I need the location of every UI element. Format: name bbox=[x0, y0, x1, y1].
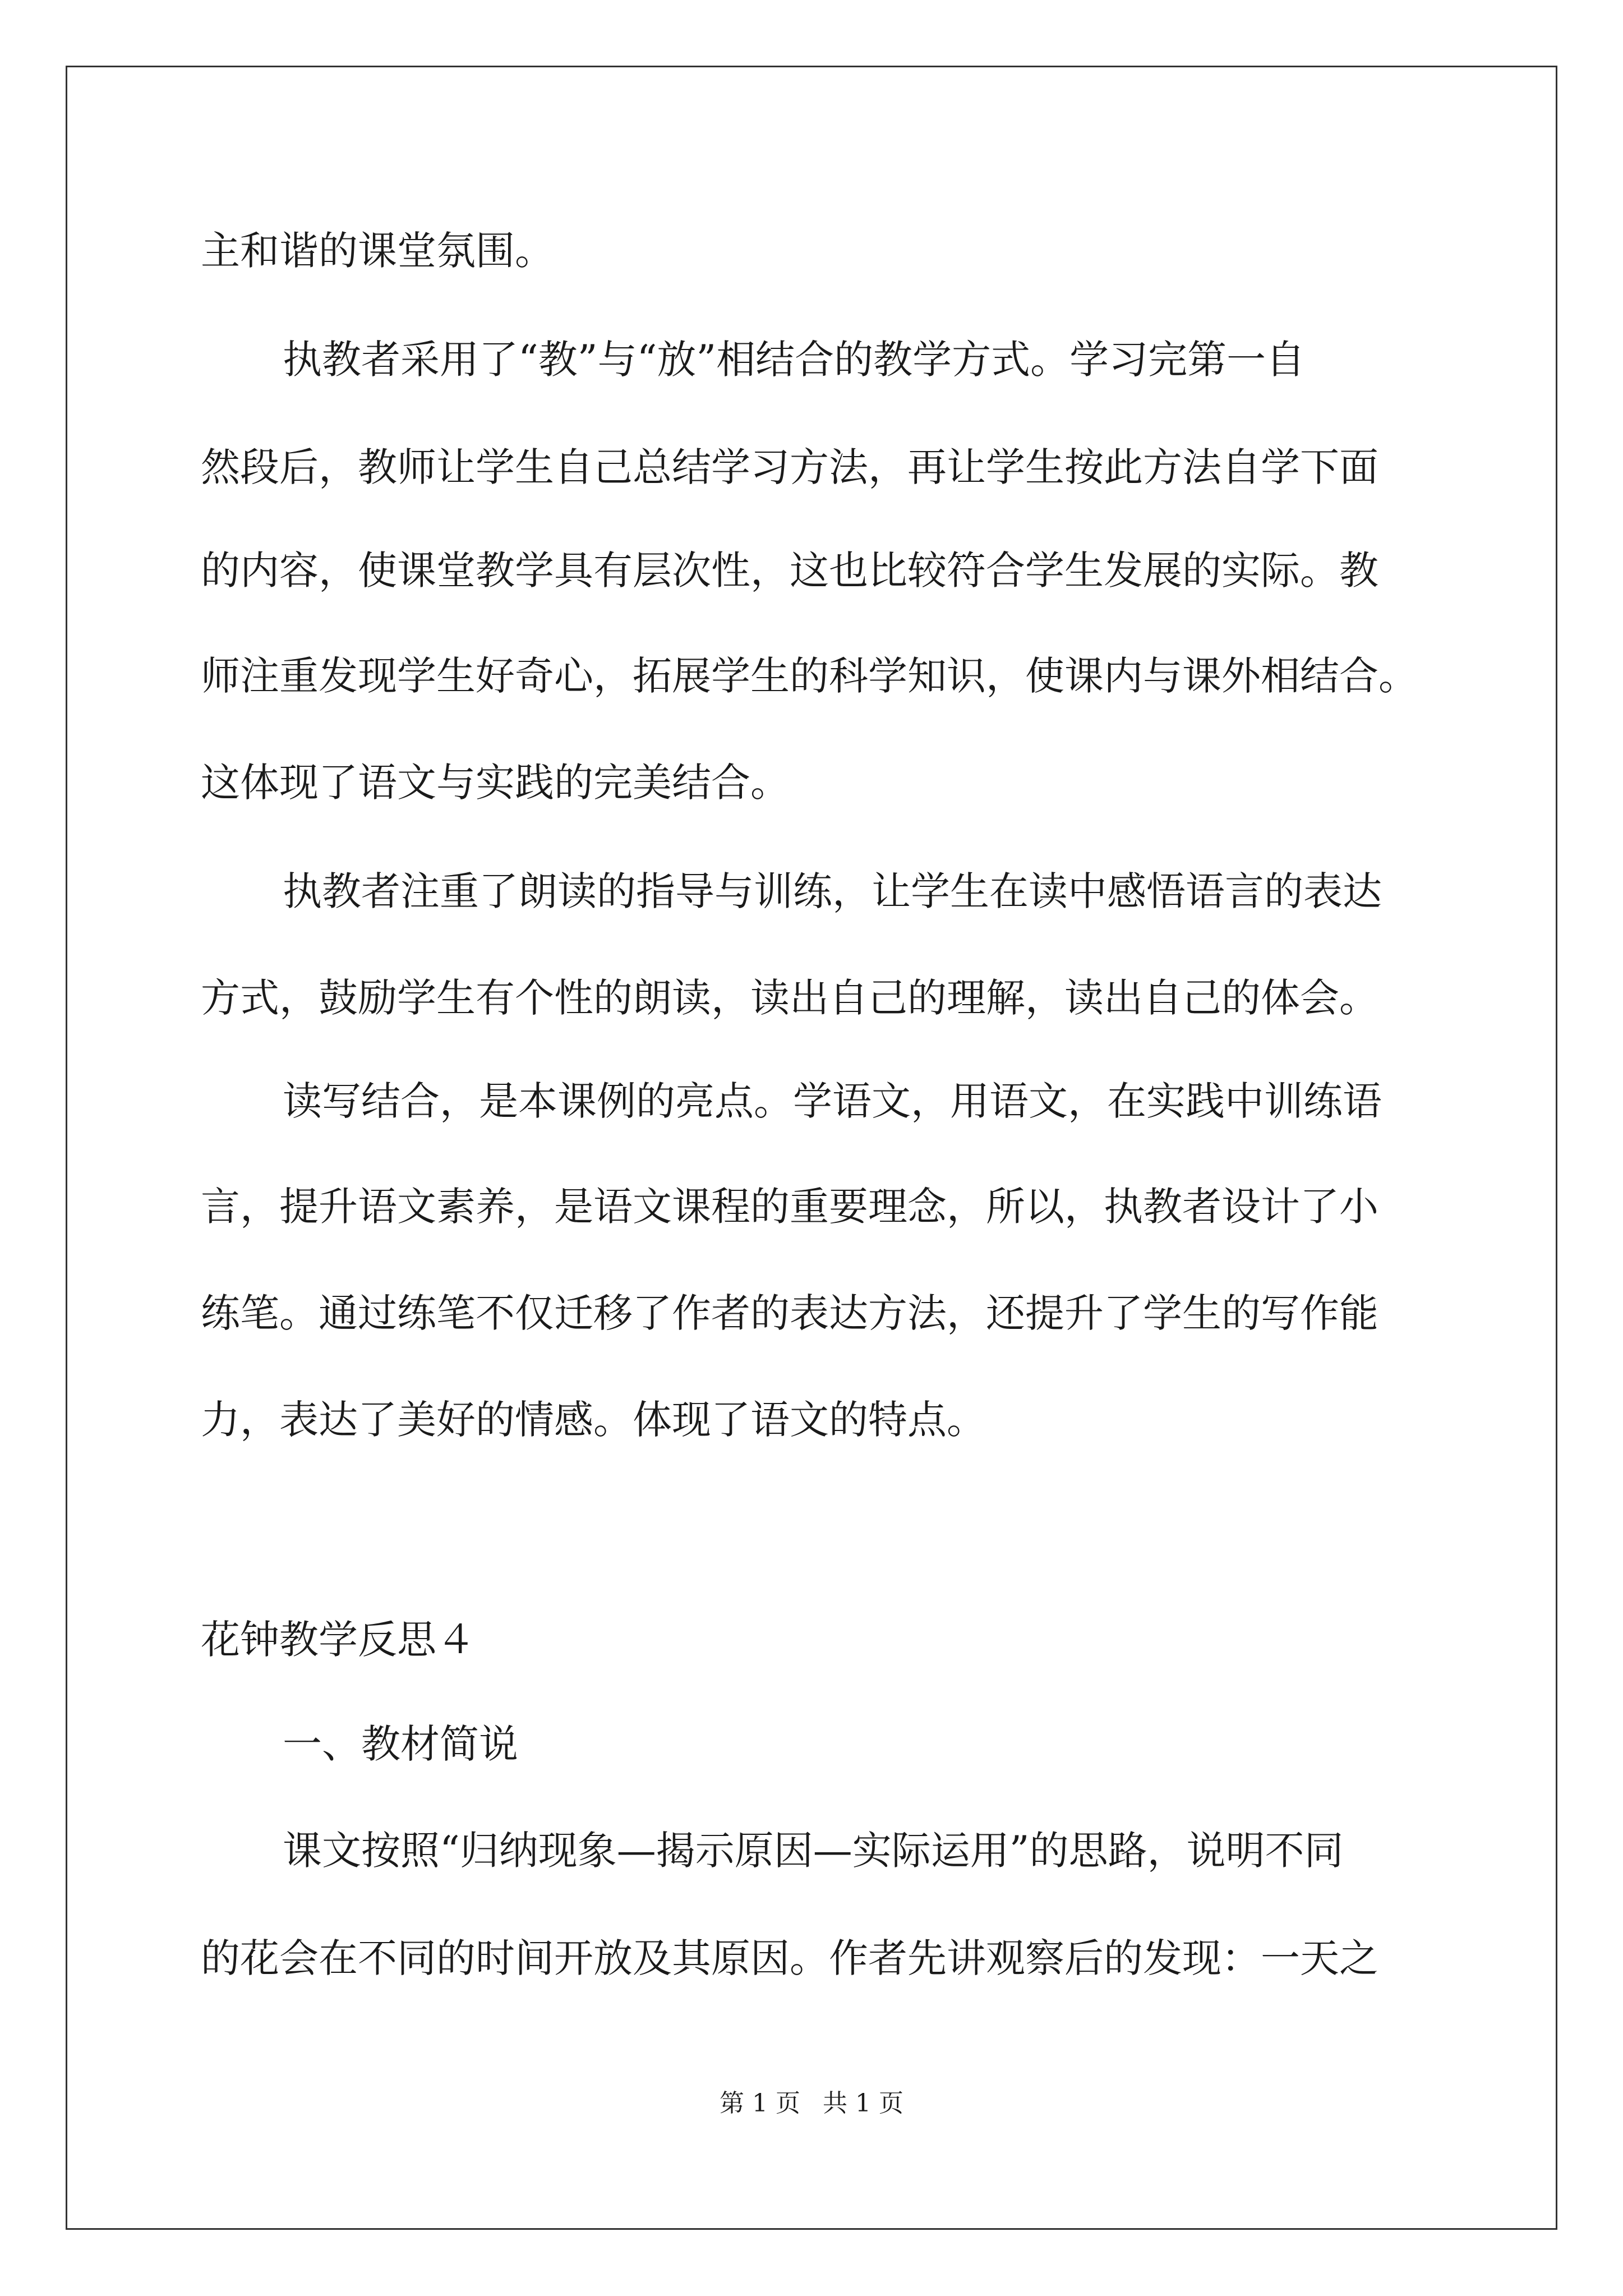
page-number: 第 1 页 bbox=[720, 2089, 800, 2118]
total-pages: 共 1 页 bbox=[823, 2089, 903, 2118]
paragraph-line: 方式，鼓励学生有个性的朗读，读出自己的理解，读出自己的体会。 bbox=[201, 975, 1378, 1021]
paragraph-line: 这体现了语文与实践的完美结合。 bbox=[201, 760, 790, 806]
paragraph-line: 读写结合，是本课例的亮点。学语文，用语文，在实践中训练语 bbox=[283, 1078, 1382, 1124]
section-heading: 一、教材简说 bbox=[283, 1721, 518, 1767]
paragraph-line: 课文按照“归纳现象—揭示原因—实际运用”的思路，说明不同 bbox=[283, 1828, 1344, 1874]
page-footer bbox=[0, 2087, 1623, 2120]
section-title: 花钟教学反思４ bbox=[201, 1617, 476, 1663]
paragraph-line: 执教者采用了“教”与“放”相结合的教学方式。学习完第一自 bbox=[283, 337, 1306, 383]
paragraph-line: 师注重发现学生好奇心，拓展学生的科学知识，使课内与课外相结合。 bbox=[201, 653, 1418, 699]
paragraph-line: 的花会在不同的时间开放及其原因。作者先讲观察后的发现：一天之 bbox=[201, 1935, 1378, 1981]
paragraph-line: 执教者注重了朗读的指导与训练，让学生在读中感悟语言的表达 bbox=[283, 868, 1382, 914]
paragraph-line: 然段后，教师让学生自己总结学习方法，再让学生按此方法自学下面 bbox=[201, 444, 1378, 490]
paragraph-line: 的内容，使课堂教学具有层次性，这也比较符合学生发展的实际。教 bbox=[201, 547, 1378, 593]
page-border bbox=[66, 66, 1557, 2230]
paragraph-line: 主和谐的课堂氛围。 bbox=[201, 228, 554, 274]
paragraph-line: 言，提升语文素养，是语文课程的重要理念，所以，执教者设计了小 bbox=[201, 1184, 1378, 1230]
paragraph-line: 力，表达了美好的情感。体现了语文的特点。 bbox=[201, 1397, 986, 1443]
paragraph-line: 练笔。通过练笔不仅迁移了作者的表达方法，还提升了学生的写作能 bbox=[201, 1290, 1378, 1336]
